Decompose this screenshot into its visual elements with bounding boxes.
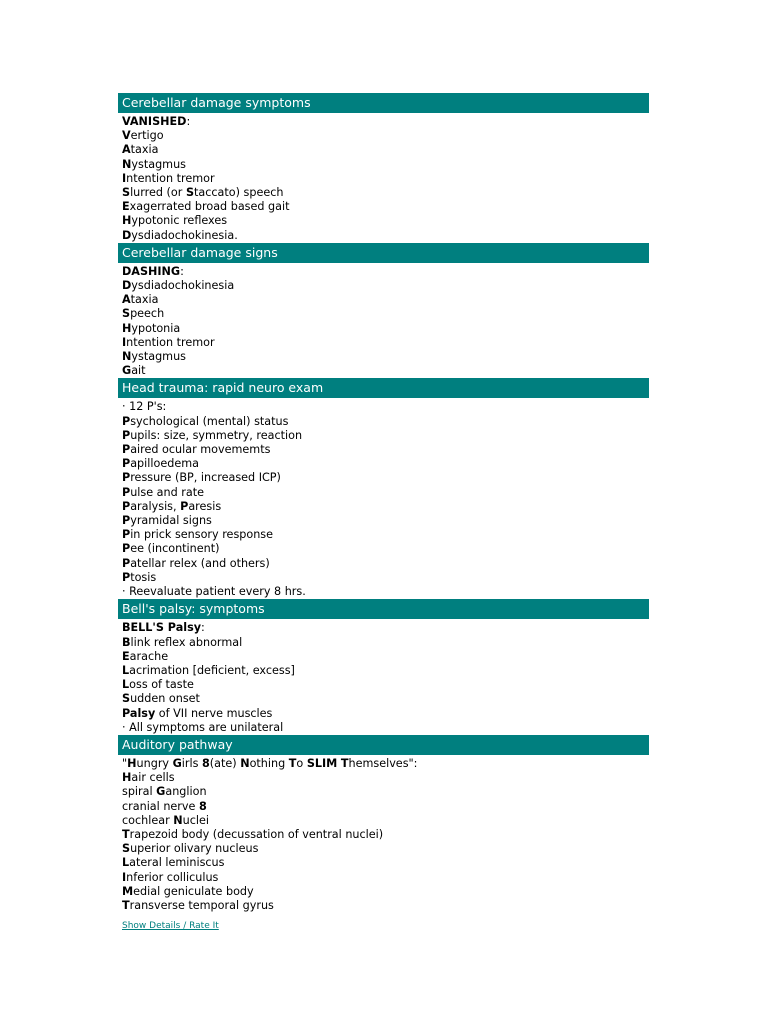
- mnemonic-letter: L: [122, 856, 130, 870]
- item-text: ypotonic reflexes: [131, 214, 228, 228]
- list-item: [122, 293, 649, 307]
- mnemonic-letter: H: [127, 756, 137, 770]
- mnemonic-letter: D: [122, 228, 132, 242]
- list-item: [122, 842, 649, 856]
- mnemonic-letter: I: [122, 171, 127, 185]
- list-item: [122, 828, 649, 842]
- list-item: [122, 158, 649, 172]
- mnemonic-letter: E: [122, 649, 130, 663]
- list-item: [122, 707, 649, 721]
- item-text: oss of taste: [129, 678, 194, 692]
- mnemonic-letter: 8: [201, 756, 210, 770]
- mnemonic-letter: P: [122, 542, 131, 556]
- item-text: ntention tremor: [126, 335, 215, 349]
- mnemonic-letter: T: [288, 756, 297, 770]
- list-item: [122, 486, 649, 500]
- list-item: [122, 814, 649, 828]
- mnemonic-letter: BELL'S Palsy: [122, 621, 202, 635]
- item-text: upils: size, symmetry, reaction: [130, 428, 303, 442]
- list-item: [122, 279, 649, 293]
- mnemonic-letter: P: [122, 443, 131, 457]
- mnemonic-letter: I: [122, 335, 127, 349]
- list-item: [122, 322, 649, 336]
- list-item: [122, 514, 649, 528]
- list-item: [122, 186, 649, 200]
- section: [118, 93, 649, 243]
- list-item: [122, 415, 649, 429]
- list-item: [122, 757, 649, 771]
- list-item: [122, 571, 649, 585]
- mnemonic-letter: D: [122, 279, 132, 293]
- item-text: ertigo: [130, 129, 164, 143]
- mnemonic-letter: E: [122, 200, 130, 214]
- item-text: othing: [249, 756, 289, 770]
- item-text: ulse and rate: [130, 485, 204, 499]
- mnemonic-letter: P: [122, 556, 131, 570]
- list-item: [122, 214, 649, 228]
- item-text: :: [186, 115, 191, 128]
- section-body: [118, 621, 649, 735]
- mnemonic-letter: P: [122, 485, 131, 499]
- item-text: ransverse temporal gyrus: [129, 898, 274, 912]
- mnemonic-letter: T: [122, 898, 130, 912]
- item-text: ntention tremor: [126, 171, 215, 185]
- mnemonic-letter: N: [122, 350, 132, 364]
- item-text: ystagmus: [131, 157, 186, 171]
- mnemonic-letter: P: [180, 499, 189, 513]
- item-text: aresis: [188, 499, 222, 513]
- mnemonics-content: [118, 93, 649, 932]
- item-text: rapezoid body (decussation of ventral nuclei): [129, 827, 384, 841]
- item-text: · Reevaluate patient every 8 hrs.: [122, 585, 306, 599]
- list-item: [122, 621, 649, 635]
- list-item: [122, 871, 649, 885]
- list-item: [122, 585, 649, 599]
- item-text: edial geniculate body: [133, 884, 254, 898]
- item-text: lurred (or: [130, 186, 186, 200]
- item-text: yramidal signs: [130, 514, 212, 528]
- list-item: [122, 129, 649, 143]
- section-header: Bell's palsy: symptoms: [118, 599, 649, 619]
- mnemonic-letter: Palsy: [122, 706, 156, 720]
- item-text: o: [296, 756, 307, 770]
- item-text: ateral leminiscus: [129, 856, 225, 870]
- item-text: sychological (mental) status: [130, 414, 289, 428]
- mnemonic-letter: T: [122, 827, 130, 841]
- item-text: atellar relex (and others): [130, 556, 270, 570]
- item-text: ressure (BP, increased ICP): [130, 471, 281, 485]
- mnemonic-letter: DASHING: [122, 264, 181, 278]
- list-item: [122, 471, 649, 485]
- list-item: [122, 692, 649, 706]
- mnemonic-letter: N: [173, 813, 183, 827]
- item-text: anglion: [165, 785, 207, 799]
- list-item: [122, 664, 649, 678]
- show-details-rate-link[interactable]: Show Details / Rate It: [122, 921, 219, 932]
- item-text: ysdiadochokinesia: [131, 279, 235, 293]
- item-text: peech: [130, 307, 165, 321]
- item-text: aired ocular movememts: [130, 443, 271, 457]
- mnemonic-letter: A: [122, 143, 131, 157]
- item-text: apilloedema: [130, 457, 199, 471]
- mnemonic-letter: G: [156, 785, 166, 799]
- item-text: ait: [131, 364, 146, 378]
- mnemonic-letter: P: [122, 414, 131, 428]
- item-text: cochlear: [122, 813, 174, 827]
- mnemonic-letter: SLIM: [306, 756, 338, 770]
- section-header: Cerebellar damage symptoms: [118, 93, 649, 113]
- list-item: [122, 856, 649, 870]
- section-body: [118, 400, 649, 599]
- mnemonic-letter: L: [122, 678, 130, 692]
- mnemonic-letter: M: [122, 884, 134, 898]
- mnemonic-letter: N: [122, 157, 132, 171]
- item-text: air cells: [131, 771, 175, 785]
- mnemonic-letter: S: [122, 692, 131, 706]
- mnemonic-letter: V: [122, 129, 131, 143]
- list-item: [122, 172, 649, 186]
- mnemonic-letter: H: [122, 321, 132, 335]
- list-item: [122, 678, 649, 692]
- list-item: [122, 650, 649, 664]
- mnemonic-letter: S: [122, 307, 131, 321]
- item-text: · 12 P's:: [122, 400, 167, 414]
- item-text: tosis: [130, 570, 157, 584]
- list-item: [122, 899, 649, 913]
- item-text: :: [201, 621, 205, 635]
- item-text: cranial nerve: [122, 799, 199, 813]
- list-item: [122, 115, 649, 129]
- list-item: [122, 200, 649, 214]
- mnemonic-letter: P: [122, 514, 131, 528]
- section: [118, 735, 649, 913]
- item-text: :: [180, 264, 184, 278]
- list-item: [122, 785, 649, 799]
- section-header: Auditory pathway: [118, 735, 649, 755]
- section-header: Head trauma: rapid neuro exam: [118, 378, 649, 398]
- section-body: [118, 115, 649, 243]
- mnemonic-letter: S: [185, 186, 194, 200]
- list-item: [122, 229, 649, 243]
- item-text: · All symptoms are unilateral: [122, 720, 284, 734]
- item-text: link reflex abnormal: [130, 635, 243, 649]
- item-text: ee (incontinent): [130, 542, 220, 556]
- item-text: (ate): [209, 756, 241, 770]
- mnemonic-letter: VANISHED: [122, 115, 187, 128]
- sections-list: [118, 93, 649, 913]
- item-text: irls: [181, 756, 202, 770]
- item-text: taxia: [130, 293, 159, 307]
- mnemonic-letter: S: [122, 186, 131, 200]
- list-item: [122, 721, 649, 735]
- list-item: [122, 542, 649, 556]
- list-item: [122, 800, 649, 814]
- item-text: of VII nerve muscles: [155, 706, 273, 720]
- mnemonic-letter: P: [122, 570, 131, 584]
- section-body: [118, 757, 649, 913]
- item-text: udden onset: [130, 692, 200, 706]
- item-text: ysdiadochokinesia.: [131, 228, 238, 242]
- list-item: [122, 443, 649, 457]
- section: [118, 243, 649, 379]
- mnemonic-letter: S: [122, 842, 131, 856]
- mnemonic-letter: 8: [198, 799, 207, 813]
- list-item: [122, 364, 649, 378]
- mnemonic-letter: P: [122, 499, 131, 513]
- list-item: [122, 350, 649, 364]
- section: [118, 599, 649, 735]
- list-item: [122, 265, 649, 279]
- list-item: [122, 429, 649, 443]
- item-text: nferior colliculus: [126, 870, 219, 884]
- mnemonic-letter: P: [122, 428, 131, 442]
- mnemonic-letter: H: [122, 771, 132, 785]
- mnemonic-letter: T: [340, 756, 349, 770]
- item-text: taccato) speech: [194, 186, 284, 200]
- list-item: [122, 771, 649, 785]
- item-text: ungry: [136, 756, 173, 770]
- list-item: [122, 885, 649, 899]
- list-item: [122, 636, 649, 650]
- item-text: uperior olivary nucleus: [130, 842, 259, 856]
- list-item: [122, 500, 649, 514]
- section-body: [118, 265, 649, 379]
- item-text: hemselves":: [348, 756, 418, 770]
- list-item: [122, 400, 649, 414]
- mnemonic-letter: P: [122, 457, 131, 471]
- mnemonic-letter: H: [122, 214, 132, 228]
- list-item: [122, 528, 649, 542]
- list-item: [122, 307, 649, 321]
- item-text: taxia: [130, 143, 159, 157]
- mnemonic-letter: G: [122, 364, 132, 378]
- item-text: xagerrated broad based gait: [129, 200, 290, 214]
- item-text: spiral: [122, 785, 157, 799]
- list-item: [122, 336, 649, 350]
- mnemonic-letter: I: [122, 870, 127, 884]
- list-item: [122, 457, 649, 471]
- item-text: uclei: [182, 813, 209, 827]
- item-text: acrimation [deficient, excess]: [129, 663, 295, 677]
- list-item: [122, 143, 649, 157]
- item-text: ypotonia: [131, 321, 181, 335]
- section: [118, 378, 649, 599]
- item-text: in prick sensory response: [130, 528, 274, 542]
- mnemonic-letter: A: [122, 293, 131, 307]
- mnemonic-letter: N: [240, 756, 250, 770]
- item-text: ystagmus: [131, 350, 186, 364]
- mnemonic-letter: P: [122, 471, 131, 485]
- item-text: aralysis,: [130, 499, 181, 513]
- item-text: arache: [129, 649, 169, 663]
- mnemonic-letter: G: [172, 756, 182, 770]
- item-text: ": [122, 756, 128, 770]
- mnemonic-letter: P: [122, 528, 131, 542]
- mnemonic-letter: L: [122, 663, 130, 677]
- list-item: [122, 557, 649, 571]
- section-header: Cerebellar damage signs: [118, 243, 649, 263]
- mnemonic-letter: B: [122, 635, 131, 649]
